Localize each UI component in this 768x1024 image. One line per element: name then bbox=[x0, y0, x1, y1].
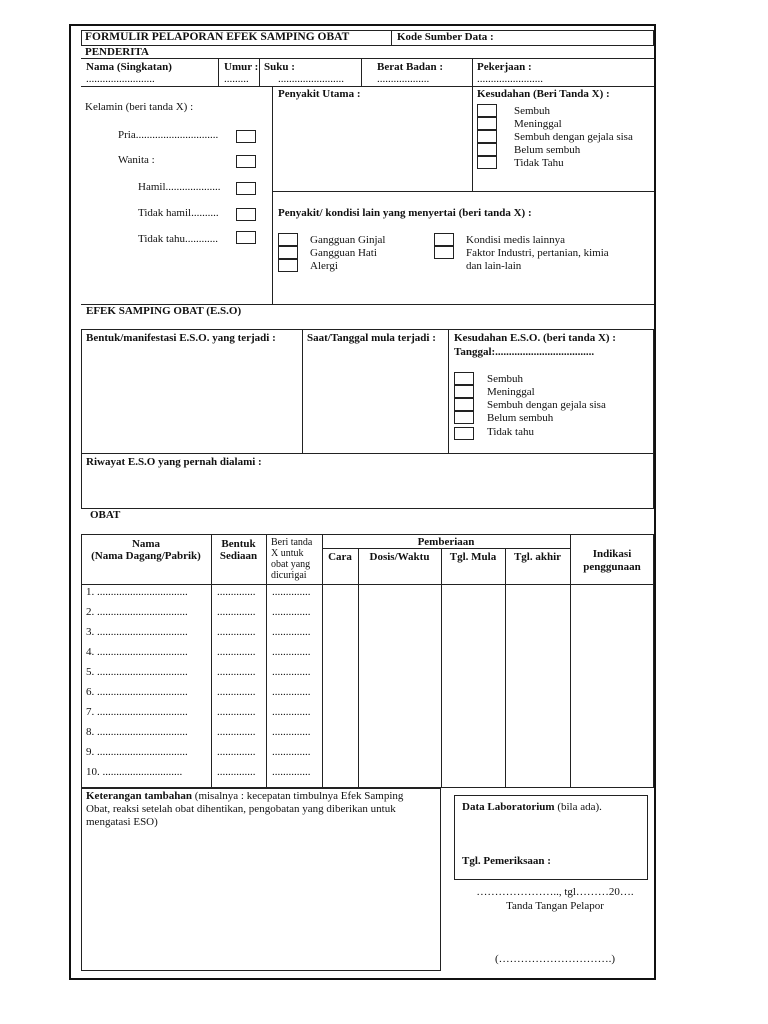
kelamin-label: Kelamin (beri tanda X) : bbox=[85, 101, 194, 113]
obat-row-2[interactable]: 2. ................................. bbox=[86, 606, 188, 618]
berat-badan-field[interactable]: ................... bbox=[377, 73, 430, 85]
col-akhir-header: Tgl. akhir bbox=[513, 551, 562, 563]
pen-col-1 bbox=[218, 58, 219, 86]
bentuk-row-6[interactable]: .............. bbox=[217, 686, 256, 698]
pen-col-3 bbox=[361, 58, 362, 86]
eso-opt-meninggal: Meninggal bbox=[487, 386, 535, 398]
suku-field[interactable]: ........................ bbox=[278, 73, 344, 85]
berat-badan-label: Berat Badan : bbox=[377, 61, 443, 73]
obat-row-10[interactable]: 10. ............................. bbox=[86, 766, 183, 778]
faktor-industri-checkbox[interactable] bbox=[434, 246, 454, 259]
kesudahan-opt-sembuh: Sembuh bbox=[514, 105, 551, 117]
hamil-label: Hamil.................... bbox=[138, 181, 221, 193]
obat-heading: OBAT bbox=[90, 509, 121, 521]
bentuk-row-10[interactable]: .............. bbox=[217, 766, 256, 778]
hamil-checkbox[interactable] bbox=[236, 182, 256, 195]
alergi-checkbox[interactable] bbox=[278, 259, 298, 272]
bentuk-row-5[interactable]: .............. bbox=[217, 666, 256, 678]
tgl-pemeriksaan-label: Tgl. Pemeriksaan : bbox=[462, 855, 551, 867]
saat-tanggal-label: Saat/Tanggal mula terjadi : bbox=[307, 332, 436, 344]
col-bentuk-header: Bentuk bbox=[221, 538, 256, 550]
pen-row-divider bbox=[81, 86, 654, 87]
bentuk-row-2[interactable]: .............. bbox=[217, 606, 256, 618]
eso-opt-belum: Belum sembuh bbox=[487, 412, 554, 424]
header-divider bbox=[391, 30, 392, 46]
lab-text bbox=[462, 801, 602, 814]
tidak-tahu-checkbox[interactable] bbox=[236, 231, 256, 244]
bentuk-row-3[interactable]: .............. bbox=[217, 626, 256, 638]
keterangan-text bbox=[86, 790, 424, 829]
col-bentuk-sub: Sediaan bbox=[219, 550, 258, 562]
tidak-tahu-label: Tidak tahu............ bbox=[138, 233, 218, 245]
kesudahan-label: Kesudahan (Beri Tanda X) : bbox=[477, 88, 610, 100]
signature-field[interactable]: (………………………….) bbox=[494, 953, 616, 965]
col-nama-sub: (Nama Dagang/Pabrik) bbox=[91, 550, 201, 562]
obat-col-nama bbox=[211, 534, 212, 788]
obat-row-5[interactable]: 5. ................................. bbox=[86, 666, 188, 678]
alergi-label: Alergi bbox=[310, 260, 338, 272]
kondisi-medis-checkbox[interactable] bbox=[434, 233, 454, 246]
hati-checkbox[interactable] bbox=[278, 246, 298, 259]
kesudahan-opt-gejala: Sembuh dengan gejala sisa bbox=[514, 131, 633, 143]
kondisi-medis-label: Kondisi medis lainnya bbox=[466, 234, 565, 246]
pekerjaan-field[interactable]: ........................ bbox=[477, 73, 543, 85]
bentuk-row-1[interactable]: .............. bbox=[217, 586, 256, 598]
eso-col-1 bbox=[302, 329, 303, 453]
beri-row-3[interactable]: .............. bbox=[272, 626, 311, 638]
umur-label: Umur : bbox=[224, 61, 259, 73]
obat-col-dosis bbox=[441, 548, 442, 788]
keterangan-label: Keterangan tambahan bbox=[86, 790, 193, 802]
kesudahan-meninggal-checkbox[interactable] bbox=[477, 117, 497, 130]
bentuk-row-8[interactable]: .............. bbox=[217, 726, 256, 738]
tidak-hamil-checkbox[interactable] bbox=[236, 208, 256, 221]
eso-col-2 bbox=[448, 329, 449, 453]
bentuk-row-9[interactable]: .............. bbox=[217, 746, 256, 758]
beri-row-8[interactable]: .............. bbox=[272, 726, 311, 738]
beri-row-1[interactable]: .............. bbox=[272, 586, 311, 598]
form-title: FORMULIR PELAPORAN EFEK SAMPING OBAT bbox=[85, 31, 350, 43]
penderita-heading: PENDERITA bbox=[85, 46, 149, 58]
ginjal-checkbox[interactable] bbox=[278, 233, 298, 246]
obat-col-bentuk bbox=[266, 534, 267, 788]
obat-col-mula bbox=[505, 548, 506, 788]
pen-col-2 bbox=[259, 58, 260, 86]
tanggal-lapor-field[interactable]: ………………….., tgl………20…. bbox=[476, 886, 634, 898]
beri-row-6[interactable]: .............. bbox=[272, 686, 311, 698]
kesudahan-opt-belum: Belum sembuh bbox=[514, 144, 581, 156]
obat-col-cara bbox=[358, 548, 359, 788]
beri-row-10[interactable]: .............. bbox=[272, 766, 311, 778]
eso-opt-tidak-tahu: Tidak tahu bbox=[487, 426, 534, 438]
eso-tidak-tahu-checkbox[interactable] bbox=[454, 427, 474, 440]
pria-label: Pria.............................. bbox=[118, 129, 219, 141]
col-nama-header: Nama bbox=[131, 538, 161, 550]
kesudahan-tidak-tahu-checkbox[interactable] bbox=[477, 156, 497, 169]
kesudahan-divider bbox=[472, 86, 473, 191]
kesudahan-gejala-checkbox[interactable] bbox=[477, 130, 497, 143]
beri-row-9[interactable]: .............. bbox=[272, 746, 311, 758]
col-cara-header: Cara bbox=[328, 551, 352, 563]
beri-row-4[interactable]: .............. bbox=[272, 646, 311, 658]
tanda-tangan-label: Tanda Tangan Pelapor bbox=[506, 900, 604, 912]
eso-belum-checkbox[interactable] bbox=[454, 411, 474, 424]
lab-label: Data Laboratorium bbox=[462, 801, 555, 813]
kondisi-divider bbox=[272, 191, 654, 192]
obat-header-bottom bbox=[81, 584, 654, 585]
kesudahan-belum-checkbox[interactable] bbox=[477, 143, 497, 156]
eso-opt-sembuh: Sembuh bbox=[487, 373, 524, 385]
wanita-checkbox[interactable] bbox=[236, 155, 256, 168]
eso-gejala-checkbox[interactable] bbox=[454, 398, 474, 411]
kelamin-divider bbox=[272, 86, 273, 304]
nama-field[interactable]: ......................... bbox=[86, 73, 155, 85]
ginjal-label: Gangguan Ginjal bbox=[310, 234, 386, 246]
col-pemberian-header: Pemberiaan bbox=[417, 536, 475, 548]
kesudahan-eso-label: Kesudahan E.S.O. (beri tanda X) : bbox=[454, 332, 616, 344]
pria-checkbox[interactable] bbox=[236, 130, 256, 143]
kesudahan-sembuh-checkbox[interactable] bbox=[477, 104, 497, 117]
col-indikasi-sub: penggunaan bbox=[583, 561, 641, 573]
penderita-divider bbox=[81, 58, 654, 59]
kesudahan-opt-meninggal: Meninggal bbox=[514, 118, 562, 130]
bentuk-row-4[interactable]: .............. bbox=[217, 646, 256, 658]
faktor-industri-label: Faktor Industri, pertanian, kimia bbox=[466, 247, 609, 259]
tidak-hamil-label: Tidak hamil.......... bbox=[138, 207, 219, 219]
keterangan-desc: (misalnya : kecepatan timbulnya Efek Samping Obat, reaksi setelah obat dihentikan, pengobatan yang diberikan untuk mengatasi ESO) bbox=[86, 790, 404, 828]
bentuk-eso-label: Bentuk/manifestasi E.S.O. yang terjadi : bbox=[86, 332, 276, 344]
suku-label: Suku : bbox=[264, 61, 295, 73]
obat-row-4[interactable]: 4. ................................. bbox=[86, 646, 188, 658]
riwayat-label: Riwayat E.S.O yang pernah dialami : bbox=[86, 456, 262, 468]
nama-label: Nama (Singkatan) bbox=[86, 61, 172, 73]
eso-meninggal-checkbox[interactable] bbox=[454, 385, 474, 398]
penyakit-utama-label: Penyakit Utama : bbox=[278, 88, 361, 100]
pen-col-4 bbox=[472, 58, 473, 86]
umur-field[interactable]: ......... bbox=[224, 73, 249, 85]
beri-row-7[interactable]: .............. bbox=[272, 706, 311, 718]
kesudahan-opt-tidak-tahu: Tidak Tahu bbox=[514, 157, 564, 169]
obat-row-1[interactable]: 1. ................................. bbox=[86, 586, 188, 598]
lab-desc: (bila ada). bbox=[554, 801, 602, 813]
obat-col-beri bbox=[322, 534, 323, 788]
beri-row-5[interactable]: .............. bbox=[272, 666, 311, 678]
obat-row-3[interactable]: 3. ................................. bbox=[86, 626, 188, 638]
obat-row-9[interactable]: 9. ................................. bbox=[86, 746, 188, 758]
obat-row-8[interactable]: 8. ................................. bbox=[86, 726, 188, 738]
hati-label: Gangguan Hati bbox=[310, 247, 377, 259]
col-dosis-header: Dosis/Waktu bbox=[369, 551, 430, 563]
col-beri-header: Beri tanda X untuk obat yang dicurigai bbox=[271, 537, 313, 581]
tanggal-field[interactable]: Tanggal:.................................... bbox=[454, 346, 595, 358]
obat-row-7[interactable]: 7. ................................. bbox=[86, 706, 188, 718]
obat-row-6[interactable]: 6. ................................. bbox=[86, 686, 188, 698]
eso-opt-gejala: Sembuh dengan gejala sisa bbox=[487, 399, 606, 411]
lain-lain-label: dan lain-lain bbox=[466, 260, 522, 272]
bentuk-row-7[interactable]: .............. bbox=[217, 706, 256, 718]
wanita-label: Wanita : bbox=[118, 154, 155, 166]
kondisi-label: Penyakit/ kondisi lain yang menyertai (beri tanda X) : bbox=[278, 207, 532, 219]
pekerjaan-label: Pekerjaan : bbox=[477, 61, 532, 73]
kode-sumber-label: Kode Sumber Data : bbox=[397, 31, 494, 43]
riwayat-divider bbox=[81, 453, 654, 454]
eso-heading: EFEK SAMPING OBAT (E.S.O) bbox=[86, 305, 242, 317]
col-indikasi-header: Indikasi bbox=[592, 548, 632, 560]
beri-row-2[interactable]: .............. bbox=[272, 606, 311, 618]
eso-sembuh-checkbox[interactable] bbox=[454, 372, 474, 385]
col-mula-header: Tgl. Mula bbox=[449, 551, 497, 563]
